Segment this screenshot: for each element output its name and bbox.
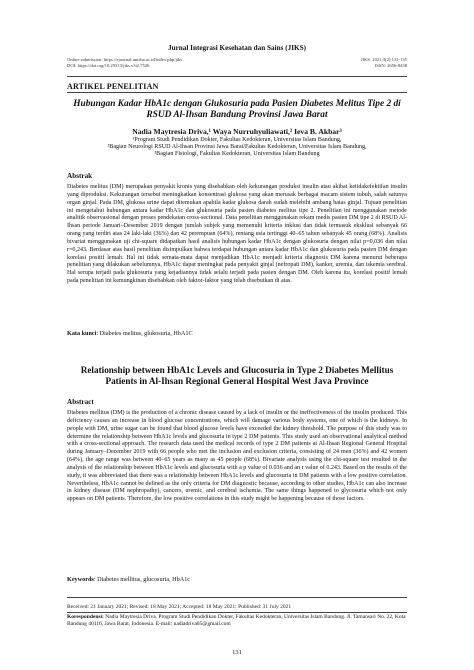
keywords xyxy=(67,576,407,583)
journal-name: Jurnal Integrasi Kesehatan dan Sains (JIKS) xyxy=(168,44,306,52)
abstract-heading: Abstract xyxy=(67,398,94,406)
affiliation-2: ²Bagian Neurologi RSUD Al-Ihsan Provinsi Jawa Barat/Fakultas Kedokteran, Universitas Islam Bandung, xyxy=(107,144,367,151)
page-number: 131 xyxy=(232,649,242,656)
footer-rule xyxy=(67,597,407,598)
title-english: Relationship between HbA1c Levels and Glucosuria in Type 2 Diabetes Mellitus Patients in Al-Ihsan Regional General Hospital West Java Province xyxy=(80,365,394,386)
issn: ISSN: 2656-8438 xyxy=(374,63,407,68)
kata-kunci-text: : Diabetes melitus, glukosuria, HbA1C xyxy=(96,330,193,337)
section-label: ARTIKEL PENELITIAN xyxy=(67,82,159,91)
affiliations xyxy=(67,137,407,159)
article-meta xyxy=(67,57,407,69)
journal-citation xyxy=(361,57,407,69)
kata-kunci-label: Kata kunci xyxy=(67,330,97,337)
correspondence-text: Nadia Maytresia Driva. Program Studi Pendidikan Dokter, Fakultas Kedokteran, Universitas Islam Bandung. Jl. Tamansari No. 22, Kota Bandung 40116, Jawa Barat, Indonesia. E-mail: nadiadriva05@gmail.com xyxy=(67,614,406,627)
affiliation-1: ¹Program Studi Pendidikan Dokter, Fakultas Kedokteran, Universitas Islam Bandung, xyxy=(132,137,342,143)
abstrak-text: Diabetes melitus (DM) merupakan penyakit kronis yang disebabkan oleh kekurangan produksi insulin atau akibat ketidakefektifan insulin yang diproduksi. Kekurangan tersebut meningkatkan konsentrasi glukosa yang akan merusak berbagai macam sistem tubuh, salah satunya organ ginjal. Pada DM, glukosa urine dapat ditemukan apabila kadar glukosa darah sudah melebihi ambang batas ginjal. Tujuan penelitian ini mengetahui hubungan antara kadar HbA1c dan glukosuria pada pasien diabetes melitus tipe 2. Penelitian ini menggunakan metode analitik observasional dengan proses pendekatan cross-sectional. Data penelitian menggunakan rekam medis pasien DM tipe 2 di RSUD Al-Ihsan periode Januari–Desember 2019 dengan jumlah subjek yang memenuhi kriteria inklusi dan tidak termasuk eksklusi sebanyak 66 orang yang terdiri atas 24 laki-laki (36%) dan 42 perempuan (64%), rentang usia tertinggi 40–65 tahun sebanyak 45 orang (68%). Analisis bivariat menggunakan uji chi-square didapatkan hasil analisis hubungan kadar HbA1c dengan glukosuria dengan nilai p=0,036 dan nilai r=0,243. Berdasar atas hasil penelitian disimpulkan bahwa terdapat hubungan antara kadar HbA1c dan glukosuria pada pasien DM dengan korelasi positif lemah. Hal ini tidak semata-mata dapat menjadikan HbA1c menjadi kriteria diagnosis DM karena menurut beberapa penelitian yang dilakukan sebelumnya, HbA1c dapat meningkat pada penyakit ginjal (nefropati DM), kanker, uremia, dan iskemia serebral. Hal serupa terjadi pada glukosuria yang kejadiannya tidak selalu terjadi pada pasien dengan DM. Oleh karena itu, korelasi positif lemah pada penelitian ini kemungkinan disebabkan oleh faktor-faktor yang telah disebutkan di atas. xyxy=(67,184,407,285)
top-rule xyxy=(67,76,407,77)
doi-link[interactable]: DOI: https://doi.org/10.29313/jiks.v3i2.7526 xyxy=(67,63,150,68)
correspondence-rule xyxy=(67,612,407,613)
abstract-text: Diabetes mellitus (DM) is the production of a chronic disease caused by a lack of insulin or the ineffectiveness of the insulin produced. This deficiency causes an increase in blood glucose concentrations, which will damage various body systems, one of which is the kidneys. In people with DM, urine sugar can be found that blood glucose levels have exceeded the kidney threshold. The purpose of this study was to determine the relationship between HbA1c levels and glucosuria in type 2 DM patients. This study used an observational analytical method with a cross-sectional approach. The research data used the medical records of type 2 DM patients at Al-Ihsan Regional General Hospital during January–December 2019 with 66 people who met the inclusion and exclusion criteria, consisting of 24 men (36%) and 42 women (64%), the age range was between 40–65 years as many as 45 people (68%). Bivariate analysis using the chi-square test resulted in the analysis of the relationship between HbA1c levels and glucosuria with a p value of 0.036 and an r value of 0.243. Based on the results of the study, it was abbreviated that there was a relationship between HbA1c levels and glucosuria in DM patients with a low positive correlation. Nevertheless, HbA1c cannot be defined as the only criteria for DM diagnostic because, according to other studies, HbA1c can also increase in kidney disease (DM nephropathy), cancers, uremic, and cerebral ischemia. The same things happened to glycosuria which not only appears on DM patients. Therefore, the low positive correlations in this study might be happening because of those factors. xyxy=(67,410,407,503)
abstrak-heading: Abstrak xyxy=(67,172,93,180)
keywords-text: : Diabetes mellitus, glucosuria, HbA1c xyxy=(93,576,191,583)
kata-kunci xyxy=(67,330,407,337)
correspondence-label: Korespondensi: xyxy=(67,614,104,620)
author-list: Nadia Maytresia Driva,¹ Waya Nurruhyuliawati,² Ieva B. Akbar³ xyxy=(132,127,342,136)
jiks-citation: JIKS. 2021;3(2):131-135 xyxy=(360,57,407,62)
keywords-label: Keywords xyxy=(67,576,94,583)
section-rule xyxy=(67,92,407,93)
correspondence xyxy=(67,614,407,628)
article-dates: Received: 21 January 2021; Revised: 18 May 2021; Accepted: 18 May 2021; Published: 31 July 2021 xyxy=(67,604,292,610)
title-indonesian: Hubungan Kadar HbA1c dengan Glukosuria pada Pasien Diabetes Melitus Tipe 2 di RSUD Al-Ihsan Bandung Provinsi Jawa Barat xyxy=(73,99,401,120)
online-submission: Online submission: https://ejournal.unisba.ac.id/index.php/jiks xyxy=(67,57,183,62)
affiliation-3: ³Bagian Fisiologi, Fakultas Kedokteran, Universitas Islam Bandung xyxy=(154,151,320,158)
